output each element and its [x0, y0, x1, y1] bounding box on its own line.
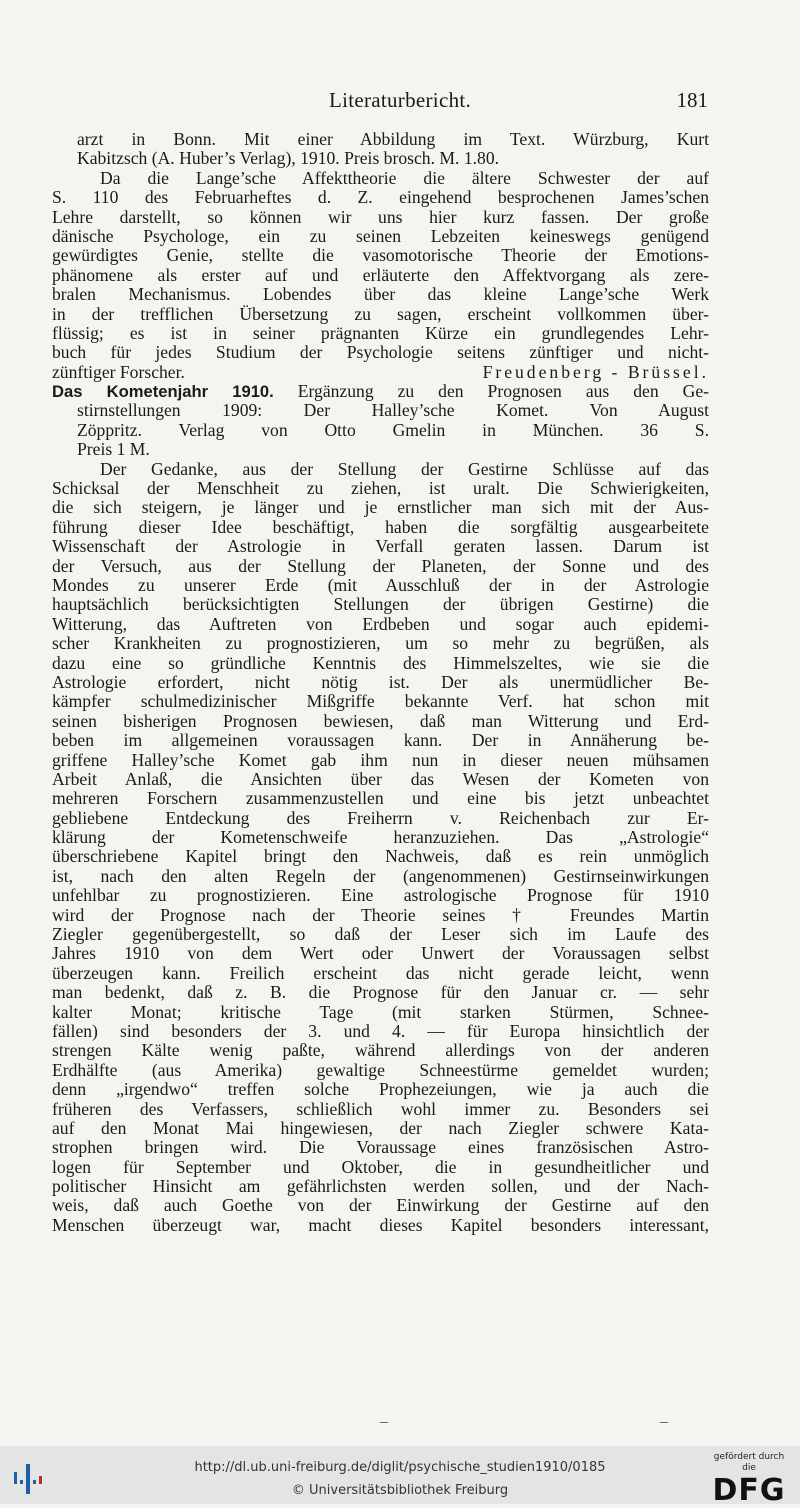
text-line-content: denn „irgendwo“ treffen solche Prophezeiungen, wie ja auch die [52, 1080, 709, 1100]
text-line-content: seinen bisherigen Prognosen bewiesen, daß man Witterung und Erd- [52, 711, 709, 731]
page-number: 181 [676, 88, 708, 112]
text-line [52, 828, 709, 847]
text-line-content: Menschen überzeugt war, macht dieses Kapitel besonders interessant, [52, 1215, 709, 1235]
text-line [52, 1158, 709, 1177]
text-line [52, 712, 709, 731]
text-line [52, 537, 709, 556]
text-line [52, 1138, 709, 1157]
text-line-content: fällen) sind besonders der 3. und 4. — für Europa hinsichtlich der [52, 1021, 709, 1041]
reviewer-signature: Freudenberg - Brüssel. [482, 362, 709, 382]
text-line-content: dänische Psychologe, ein zu seinen Lebzeiten keineswegs genügend [52, 226, 709, 246]
running-header [0, 88, 800, 118]
text-line [52, 149, 709, 168]
text-line [52, 983, 709, 1002]
text-line [52, 654, 709, 673]
dfg-logo-text: DFG [712, 1473, 786, 1508]
text-line-content: Jahres 1910 von dem Wert oder Unwert der Voraussagen selbst [52, 944, 709, 964]
text-line-content: stirnstellungen 1909: Der Halley’sche Komet. Von August [77, 401, 709, 421]
text-line-content: gebliebene Entdeckung des Freiherrn v. Reichenbach zur Er- [52, 808, 709, 828]
text-line [52, 1061, 709, 1080]
text-line-content: flüssig; es ist in seiner prägnanten Kürze ein grundlegendes Lehr- [52, 323, 709, 343]
text-line-content: früheren des Verfassers, schließlich wohl immer zu. Besonders sei [52, 1099, 709, 1119]
footer-url[interactable]: http://dl.ub.uni-freiburg.de/diglit/psychische_studien1910/0185 [194, 1460, 606, 1475]
text-line [52, 1041, 709, 1060]
text-line [52, 595, 709, 614]
text-line-content: unfehlbar zu prognostizieren. Eine astrologische Prognose für 1910 [52, 886, 709, 906]
text-line-content: klärung der Kometenschweife heranzuziehen. Das „Astrologie“ [52, 828, 709, 848]
text-line [52, 789, 709, 808]
text-line-content: dazu eine so gründliche Kenntnis des Himmelszeltes, wie sie die [52, 653, 709, 673]
text-line-content: gewürdigtes Genie, stellte die vasomotorische Theorie der Emotions- [52, 246, 709, 266]
text-line [52, 867, 709, 886]
text-line [52, 440, 709, 459]
text-line-content: Schicksal der Menschheit zu ziehen, ist uralt. Die Schwierigkeiten, [52, 479, 709, 499]
text-line [52, 847, 709, 866]
text-line [52, 944, 709, 963]
text-line-content: Ergänzung zu den Prognosen aus den Ge- [273, 382, 709, 402]
text-line-content: ist, nach den alten Regeln der (angenommenen) Gestirnseinwirkungen [52, 866, 709, 886]
text-line-content: Der Gedanke, aus der Stellung der Gestirne Schlüsse auf das [100, 459, 709, 479]
text-line [52, 363, 709, 382]
text-line [52, 1003, 709, 1022]
text-line [52, 208, 709, 227]
text-line-content: politischer Hinsicht am gefährlichsten werden sollen, und der Nach- [52, 1177, 709, 1197]
text-line [52, 634, 709, 653]
review-heading: Das Kometenjahr 1910. [52, 382, 274, 402]
text-line-content: in der trefflichen Übersetzung zu sagen, erscheint vollkommen über- [52, 304, 709, 324]
text-line [52, 906, 709, 925]
text-line-content: mehreren Forschern zusammenzustellen und eine bis jetzt unbeachtet [52, 789, 709, 809]
text-line [52, 809, 709, 828]
text-line [52, 673, 709, 692]
text-line-content: wird der Prognose nach der Theorie seines † Freundes Martin [52, 905, 709, 925]
text-line [52, 227, 709, 246]
text-line [52, 188, 709, 207]
dfg-logo [706, 1452, 792, 1508]
text-line-content: Preis 1 M. [77, 440, 150, 460]
text-line [52, 169, 709, 188]
text-line-content: Da die Lange’sche Affekttheorie die ältere Schwester der auf [100, 168, 709, 188]
text-line [52, 964, 709, 983]
text-line [52, 576, 709, 595]
text-line [52, 382, 709, 401]
text-line-content: hauptsächlich berücksichtigten Stellungen der übrigen Gestirne) die [52, 595, 709, 615]
text-line [52, 285, 709, 304]
text-line [52, 731, 709, 750]
text-line [52, 751, 709, 770]
text-line-content: auf den Monat Mai hingewiesen, der nach Ziegler schwere Kata- [52, 1118, 709, 1138]
text-line-content: logen für September und Oktober, die in gesundheitlicher und [52, 1157, 709, 1177]
text-line-content: buch für jedes Studium der Psychologie seitens zünftiger und nicht- [52, 343, 709, 363]
text-line-content: kalter Monat; kritische Tage (mit starken Stürmen, Schnee- [52, 1002, 709, 1022]
text-line-content: griffene Halley’sche Komet gab ihm nun in dieser neuen mühsamen [52, 750, 709, 770]
text-line-content: der Versuch, aus der Stellung der Planeten, der Sonne und des [52, 556, 709, 576]
text-line [52, 1080, 709, 1099]
text-line-content: führung dieser Idee beschäftigt, haben die sorgfältig ausgearbeitete [52, 517, 709, 537]
text-line-content: strengen Kälte wenig paßte, während allerdings von der anderen [52, 1041, 709, 1061]
text-line [52, 1216, 709, 1235]
text-line-content: beben im allgemeinen voraussagen kann. Der in Annäherung be- [52, 731, 709, 751]
text-line-content: überschriebene Kapitel bringt den Nachweis, daß es rein unmöglich [52, 847, 709, 867]
text-line-content: Wissenschaft der Astrologie in Verfall geraten lassen. Darum ist [52, 537, 709, 557]
text-line-content: Mondes zu unserer Erde (mit Ausschluß der in der Astrologie [52, 575, 709, 595]
text-line [52, 421, 709, 440]
text-line [52, 925, 709, 944]
text-line-content: Arbeit Anlaß, die Ansichten über das Wesen der Kometen von [52, 769, 709, 789]
text-line [52, 401, 709, 420]
text-line-content: strophen bringen wird. Die Voraussage eines französischen Astro- [52, 1138, 709, 1158]
text-line-content: kämpfer schulmedizinischer Mißgriffe bekannte Verf. hat schon mit [52, 692, 709, 712]
text-line-content: Zöppritz. Verlag von Otto Gmelin in München. 36 S. [77, 420, 709, 440]
text-line [52, 479, 709, 498]
text-line [52, 498, 709, 517]
text-line [52, 460, 709, 479]
text-line [52, 770, 709, 789]
text-line [52, 1177, 709, 1196]
text-line-content: arzt in Bonn. Mit einer Abbildung im Text. Würzburg, Kurt [77, 130, 709, 149]
body-text [52, 130, 709, 1235]
text-line [52, 130, 709, 149]
text-line-content: scher Krankheiten zu prognostizieren, um so mehr zu begrüßen, als [52, 634, 709, 654]
dfg-funded-text: gefördert durch die [713, 1452, 785, 1473]
text-line-content: Lehre darstellt, so können wir uns hier kurz fassen. Der große [52, 207, 709, 227]
text-line [52, 1196, 709, 1215]
text-line [52, 246, 709, 265]
text-line [52, 518, 709, 537]
text-line [52, 615, 709, 634]
bottom-marks [0, 1422, 800, 1432]
text-line [52, 1119, 709, 1138]
footer-bar [0, 1446, 800, 1508]
text-line-content: man bedenkt, daß z. B. die Prognose für den Januar cr. — sehr [52, 983, 709, 1003]
text-line-content: bralen Mechanismus. Lobendes über das kleine Lange’sche Werk [52, 285, 709, 305]
text-line-content: S. 110 des Februarheftes d. Z. eingehend besprochenen James’schen [52, 188, 709, 208]
text-line-content: die sich steigern, je länger und je ernstlicher man sich mit der Aus- [52, 498, 709, 518]
text-line-content: weis, daß auch Goethe von der Einwirkung der Gestirne auf den [52, 1196, 709, 1216]
text-line [52, 343, 709, 362]
text-line [52, 305, 709, 324]
text-line-content: Witterung, das Auftreten von Erdbeben und sogar auch epidemi- [52, 614, 709, 634]
text-line-content: Kabitzsch (A. Huber’s Verlag), 1910. Preis brosch. M. 1.80. [77, 149, 500, 169]
text-line-content: Ziegler gegenübergestellt, so daß der Leser sich im Laufe des [52, 925, 709, 945]
text-line [52, 557, 709, 576]
text-line [52, 886, 709, 905]
text-line [52, 1022, 709, 1041]
running-title: Literaturbericht. [328, 88, 472, 112]
text-line-content: phänomene als erster auf und erläuterte den Affektvorgang als zere- [52, 265, 709, 285]
text-line-content: Astrologie erfordert, nicht nötig ist. Der als unermüdlicher Be- [52, 672, 709, 692]
text-line-content: Erdhälfte (aus Amerika) gewaltige Schneestürme gemeldet wurden; [52, 1060, 709, 1080]
text-line-content: überzeugen kann. Freilich erscheint das nicht gerade leicht, wenn [52, 963, 709, 983]
text-line [52, 266, 709, 285]
text-line-content: zünftiger Forscher. [52, 362, 185, 382]
text-line [52, 324, 709, 343]
footer-copyright: © Universitätsbibliothek Freiburg [291, 1483, 509, 1498]
text-line [52, 692, 709, 711]
text-line [52, 1100, 709, 1119]
